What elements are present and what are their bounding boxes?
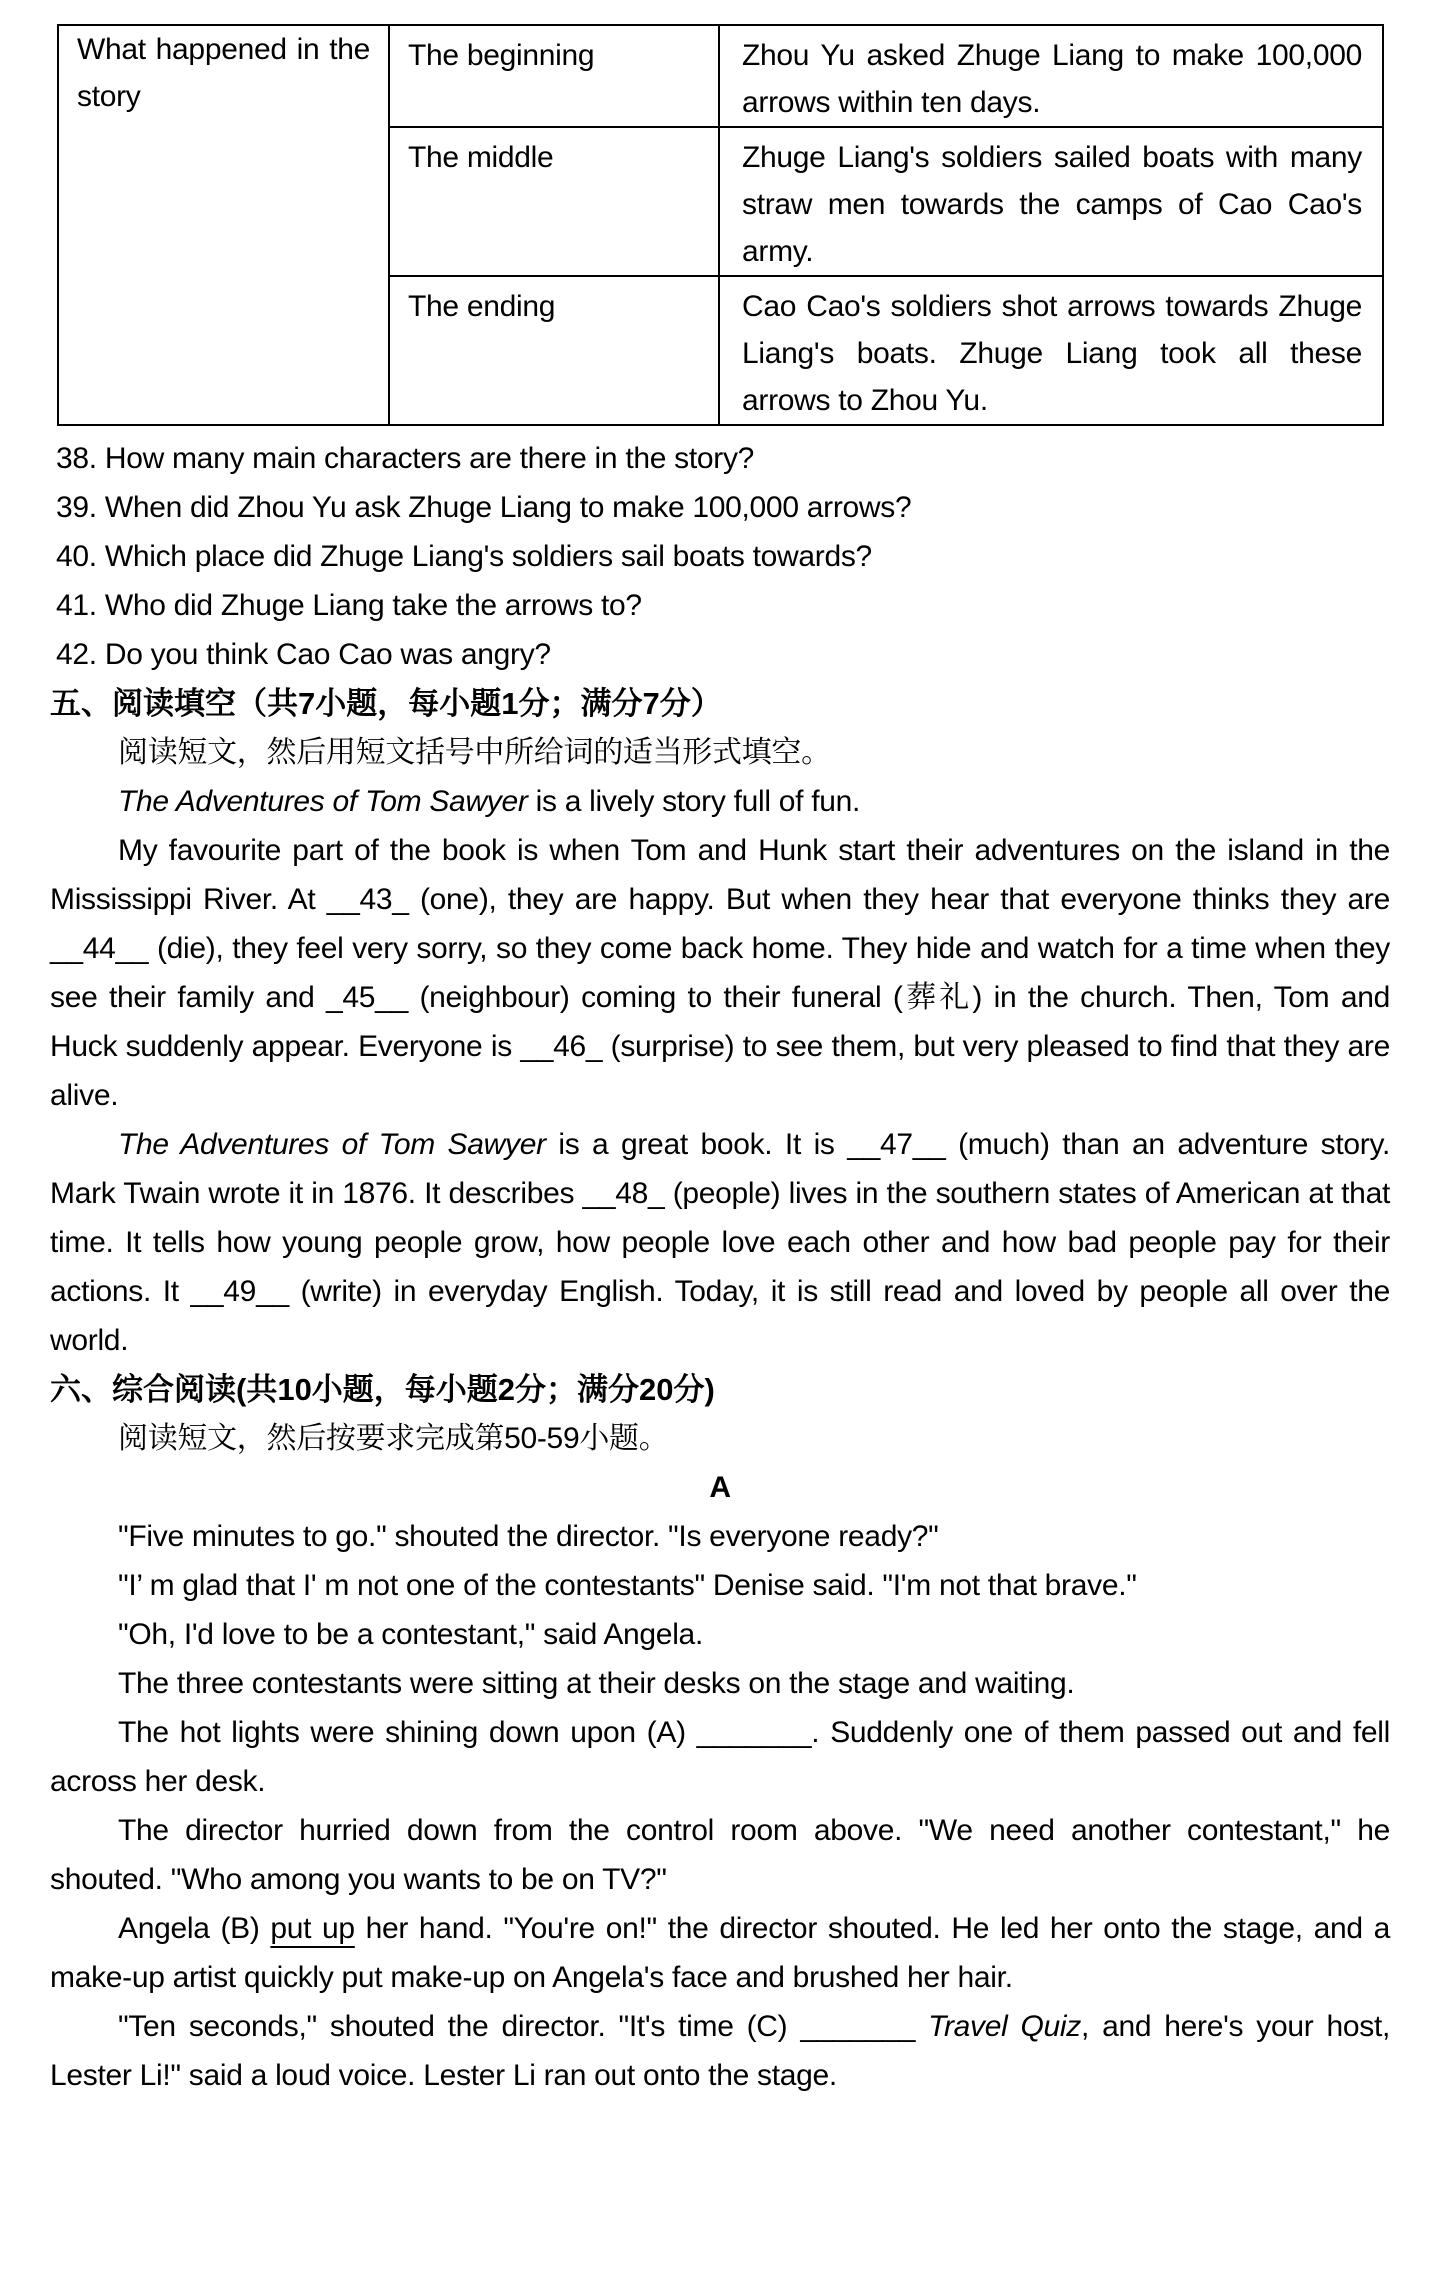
section-6-instruction: [50, 1414, 1390, 1463]
question-39: [50, 483, 1390, 532]
text-run: 40. Which place did Zhuge Liang's soldiers sail boats towards?: [56, 540, 872, 573]
text-run: 38. How many main characters are there in the story?: [56, 442, 755, 475]
passage-a-paragraph-2: [50, 1561, 1390, 1610]
text-run: "I’ m glad that I' m not one of the contestants" Denise said. "I'm not that brave.": [118, 1569, 1137, 1602]
passage-a-paragraph-4: [50, 1659, 1390, 1708]
story-summary-table: [57, 24, 1384, 426]
table-event-cell-beginning: Zhou Yu asked Zhuge Liang to make 100,000 arrows within ten days.: [719, 25, 1383, 127]
text-run: 阅读短文，然后用短文括号中所给词的适当形式填空。: [118, 736, 831, 769]
text-run: 阅读短文，然后按要求完成第50-59小题。: [118, 1422, 669, 1455]
table-stage-cell-beginning: The beginning: [389, 25, 719, 127]
underlined-text-run: put up: [270, 1912, 355, 1945]
text-run: her hand. "You're on!" the director shouted. He led her onto the stage, and a make-up artist quickly put make-up on Angela's face and brushed her hair.: [50, 1912, 1391, 1994]
table-topic-cell: What happened in the story: [58, 25, 389, 425]
text-run: 39. When did Zhou Yu ask Zhuge Liang to make 100,000 arrows?: [56, 491, 912, 524]
passage-a-paragraph-6: [50, 1806, 1390, 1904]
document-body: [50, 434, 1390, 2100]
question-38: [50, 434, 1390, 483]
table-stage-cell-ending: The ending: [389, 276, 719, 425]
passage-a-paragraph-8: [50, 2002, 1390, 2100]
text-run: 41. Who did Zhuge Liang take the arrows to?: [56, 589, 642, 622]
italic-text-run: The Adventures of Tom Sawyer: [118, 785, 528, 818]
text-run: Angela (B): [118, 1912, 271, 1945]
text-run: My favourite part of the book is when Tom and Hunk start their adventures on the island in the Mississippi River. At __43_ (one), they are happy. But when they hear that everyone thinks they are __44__ (die), they feel very sorry, so they come back home. They hide and watch for a time when they see their family and _45__ (neighbour) coming to their funeral (葬礼) in the church. Then, Tom and Huck suddenly appear. Everyone is __46_ (surprise) to see them, but very pleased to find that they are alive.: [50, 834, 1390, 1112]
question-41: [50, 581, 1390, 630]
text-run: 五、阅读填空（共7小题，每小题1分；满分7分）: [50, 686, 722, 721]
passage-a-paragraph-7: [50, 1904, 1390, 2002]
text-run: "Oh, I'd love to be a contestant," said Angela.: [118, 1618, 703, 1651]
text-run: "Ten seconds," shouted the director. "It's time (C) _______: [118, 2010, 929, 2043]
question-42: [50, 630, 1390, 679]
tom-sawyer-paragraph-2: [50, 1120, 1390, 1365]
table-event-cell-middle: Zhuge Liang's soldiers sailed boats with many straw men towards the camps of Cao Cao's army.: [719, 127, 1383, 276]
text-run: , and here's your host, Lester Li!" said a loud voice. Lester Li ran out onto the stage.: [50, 2010, 1391, 2092]
text-run: "Five minutes to go." shouted the director. "Is everyone ready?": [118, 1520, 939, 1553]
section-6-heading: [50, 1365, 1390, 1414]
passage-a-paragraph-1: [50, 1512, 1390, 1561]
table-stage-cell-middle: The middle: [389, 127, 719, 276]
text-run: The director hurried down from the control room above. "We need another contestant," he shouted. "Who among you wants to be on TV?": [50, 1814, 1390, 1896]
passage-a-paragraph-3: [50, 1610, 1390, 1659]
table-event-cell-ending: Cao Cao's soldiers shot arrows towards Zhuge Liang's boats. Zhuge Liang took all these arrows to Zhou Yu.: [719, 276, 1383, 425]
tom-sawyer-intro: [50, 777, 1390, 826]
text-run: 42. Do you think Cao Cao was angry?: [56, 638, 551, 671]
italic-text-run: The Adventures of Tom Sawyer: [118, 1128, 546, 1161]
tom-sawyer-paragraph-1: [50, 826, 1390, 1120]
passage-letter-a: [50, 1463, 1390, 1512]
text-run: 六、综合阅读(共10小题，每小题2分；满分20分): [50, 1372, 715, 1407]
text-run: is a great book. It is __47__ (much) than an adventure story. Mark Twain wrote it in 1876. It describes __48_ (people) lives in the southern states of American at that time. It tells how young people grow, how people love each other and how bad people pay for their actions. It __49__ (write) in everyday English. Today, it is still read and loved by people all over the world.: [50, 1128, 1390, 1357]
italic-text-run: Travel Quiz: [928, 2010, 1081, 2043]
passage-a-paragraph-5: [50, 1708, 1390, 1806]
question-40: [50, 532, 1390, 581]
section-5-instruction: [50, 728, 1390, 777]
section-5-heading: [50, 679, 1390, 728]
text-run: is a lively story full of fun.: [527, 785, 861, 818]
text-run: The three contestants were sitting at their desks on the stage and waiting.: [118, 1667, 1075, 1700]
text-run: The hot lights were shining down upon (A) _______. Suddenly one of them passed out and fell across her desk.: [50, 1716, 1390, 1798]
text-run: A: [709, 1471, 731, 1504]
